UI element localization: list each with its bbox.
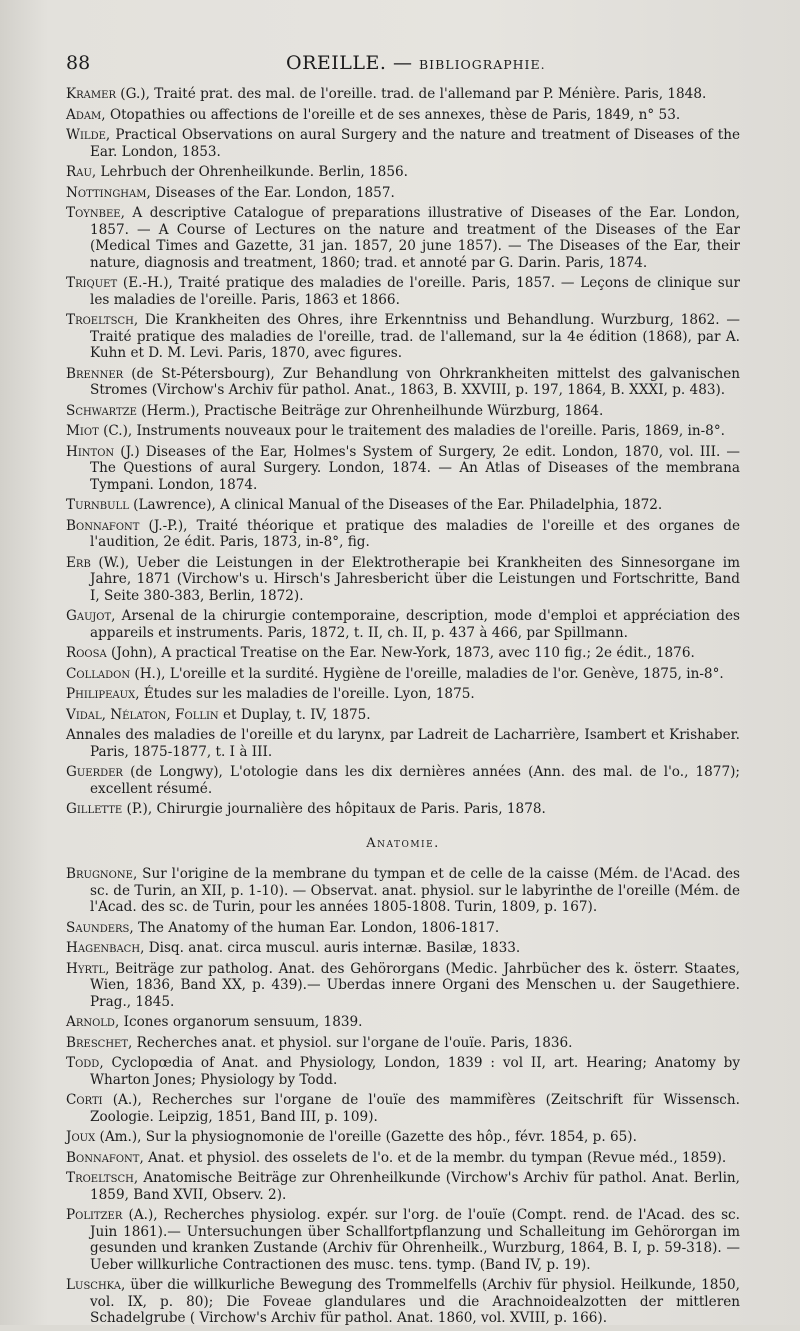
- entry-text: (de Longwy), L'otologie dans les dix dernières années (Ann. des mal. de l'o., 1877); excellent résumé.: [90, 764, 740, 797]
- entry-author: Brugnone: [66, 866, 133, 882]
- entry-text: , Anatomische Beiträge zur Ohrenheilkunde (Virchow's Archiv für pathol. Anat. Berlin, 1859, Band XVII, Observ. 2).: [90, 1170, 740, 1203]
- bibliography-entry: [66, 185, 740, 202]
- bibliography-entry: [66, 686, 740, 703]
- bibliography-entry: [66, 366, 740, 399]
- entry-text: (A.), Recherches physiolog. expér. sur l'org. de l'ouïe (Compt. rend. de l'Acad. des sc. Juin 1861).— Untersuchungen über Schallfortpflanzung und Schalleitung im Gehörorgan im gesunden und kranken Zustande (Archiv für Ohrenheilk., Wurzburg, 1864, B. I, p. 59-318). — Ueber willkurliche Contractionen des musc. tens. tymp. (Band IV, p. 19).: [90, 1207, 740, 1273]
- entry-author: Toynbee: [66, 205, 121, 221]
- entry-author: Wilde: [66, 127, 106, 143]
- entry-author: Roosa: [66, 645, 107, 661]
- entry-text: , Die Krankheiten des Ohres, ihre Erkenntniss und Behandlung. Wurzburg, 1862. — Traité pratique des maladies de l'oreille, trad. de l'allemand, sur la 4e édition (1868), par A. Kuhn et D. M. Levi. Paris, 1870, avec figures.: [90, 312, 740, 361]
- entry-text: (John), A practical Treatise on the Ear. New-York, 1873, avec 110 fig.; 2e édit., 1876.: [106, 645, 695, 661]
- entry-text: (E.-H.), Traité pratique des maladies de l'oreille. Paris, 1857. — Leçons de clinique sur les maladies de l'oreille. Paris, 1863 et 1866.: [90, 275, 740, 308]
- bibliography-entry: [66, 312, 740, 362]
- bibliography-entry: [66, 127, 740, 160]
- bibliography-entry: [66, 1035, 740, 1052]
- bibliography-entry: [66, 444, 740, 494]
- entry-author: Arnold: [66, 1014, 115, 1030]
- entry-author: Miot: [66, 423, 99, 439]
- bibliography-entry: [66, 1207, 740, 1273]
- entry-author: Joux: [66, 1129, 96, 1145]
- entry-text: (de St-Pétersbourg), Zur Behandlung von Ohrkrankheiten mittelst des galvanischen Stromes (Virchow's Archiv für pathol. Anat., 1863, B. XXVIII, p. 197, 1864, B. XXXI, p. 483).: [90, 365, 740, 398]
- entry-author: Rau: [66, 164, 92, 180]
- bibliography-entry: [66, 801, 740, 818]
- entry-text: Annales des maladies de l'oreille et du larynx, par Ladreit de Lacharrière, Isambert et Krishaber. Paris, 1875-1877, t. I à III.: [66, 727, 740, 760]
- bibliography-entry: [66, 518, 740, 551]
- entry-text: , Disq. anat. circa muscul. auris internæ. Basilæ, 1833.: [140, 940, 521, 956]
- entry-author: Troeltsch: [66, 312, 134, 328]
- entry-author: Schwartze: [66, 402, 137, 419]
- entry-author: Hyrtl: [66, 960, 106, 977]
- page-header: [66, 52, 738, 78]
- bibliography-entry: [66, 164, 740, 181]
- bibliography-entry: [66, 1092, 740, 1125]
- entry-text: (C.), Instruments nouveaux pour le traitement des maladies de l'oreille. Paris, 1869, in-8°.: [98, 423, 725, 439]
- bibliography-list-anatomy: [66, 866, 740, 1327]
- running-title: [286, 52, 546, 74]
- entry-text: (G.), Traité prat. des mal. de l'oreille. trad. de l'allemand par P. Ménière. Paris, 1848.: [115, 86, 707, 102]
- bibliography-entry: [66, 866, 740, 916]
- entry-text: , Beiträge zur patholog. Anat. des Gehörorgans (Medic. Jahrbücher des k. österr. Staates, Wien, 1836, Band XX, p. 439).— Uberdas innere Organi des Menschen u. der Saugethiere. Prag., 1845.: [90, 960, 740, 1010]
- bibliography-entry: [66, 961, 740, 1011]
- bibliography-entry: [66, 707, 740, 724]
- bibliography-entry: [66, 727, 740, 760]
- bibliography-entry: [66, 107, 740, 124]
- section-title-anatomy: Anatomie.: [366, 835, 440, 851]
- entry-text: , über die willkurliche Bewegung des Trommelfells (Archiv für physiol. Heilkunde, 1850, vol. IX, p. 80); Die Foveae glandulares und die Arachnoidealzotten der mittleren Schadelgrube ( Virchow's Archiv für pathol. Anat. 1860, vol. XVIII, p. 166).: [90, 1277, 740, 1326]
- bibliography-entry: [66, 940, 740, 957]
- entry-text: , Anat. et physiol. des osselets de l'o. et de la membr. du tympan (Revue méd., 1859).: [139, 1149, 727, 1166]
- entry-text: , Arsenal de la chirurgie contemporaine, description, mode d'emploi et appréciation des appareils et instruments. Paris, 1872, t. II, ch. II, p. 437 à 466, par Spillmann.: [90, 608, 740, 641]
- bibliography-entry: [66, 920, 740, 937]
- entry-author: Brenner: [66, 365, 124, 382]
- entry-author: Politzer: [66, 1207, 123, 1223]
- bibliography-list-general: [66, 86, 740, 818]
- entry-author: Corti: [66, 1092, 103, 1108]
- entry-text: (W.), Ueber die Leistungen in der Elektrotherapie bei Krankheiten des Sinnesorgane im Jahre, 1871 (Virchow's u. Hirsch's Jahresbericht über die Leistungen und Fortschritte, Band I, Seite 380-383, Berlin, 1872).: [90, 554, 740, 604]
- entry-text: , Recherches anat. et physiol. sur l'organe de l'ouïe. Paris, 1836.: [128, 1034, 573, 1051]
- entry-text: , Cyclopœdia of Anat. and Physiology, London, 1839 : vol II, art. Hearing; Anatomy by Wharton Jones; Physiology by Todd.: [90, 1055, 740, 1088]
- bibliography-content: [66, 86, 740, 1331]
- bibliography-entry: [66, 275, 740, 308]
- entry-text: et Duplay, t. IV, 1875.: [218, 706, 371, 723]
- entry-author: Bonnafont: [66, 517, 140, 534]
- entry-text: , Études sur les maladies de l'oreille. Lyon, 1875.: [135, 686, 475, 702]
- entry-author: Kramer: [66, 86, 116, 102]
- entry-author: Guerder: [66, 764, 123, 780]
- running-title-main: OREILLE.: [286, 52, 387, 74]
- entry-author: Todd: [66, 1055, 100, 1071]
- entry-author: Vidal, Nélaton, Follin: [66, 706, 219, 723]
- entry-author: Gaujot: [66, 608, 112, 624]
- bibliography-entry: [66, 645, 740, 662]
- bibliography-entry: [66, 86, 740, 103]
- bibliography-entry: [66, 1277, 740, 1327]
- entry-text: (H.), L'oreille et la surdité. Hygiène de l'oreille, maladies de l'or. Genève, 1875, in-8°.: [130, 665, 724, 682]
- running-title-subtitle: BIBLIOGRAPHIE.: [419, 57, 546, 72]
- bibliography-entry: [66, 1150, 740, 1167]
- entry-author: Nottingham: [66, 184, 147, 201]
- entry-author: Troeltsch: [66, 1170, 134, 1186]
- page-number: 88: [66, 52, 91, 74]
- entry-author: Gillette: [66, 801, 123, 817]
- entry-author: Colladon: [66, 665, 131, 682]
- bibliography-entry: [66, 1129, 740, 1146]
- bibliography-entry: [66, 423, 740, 440]
- bibliography-entry: [66, 666, 740, 683]
- entry-text: (J.) Diseases of the Ear, Holmes's System of Surgery, 2e edit. London, 1870, vol. III. — The Questions of aural Surgery. London, 1874. — An Atlas of Diseases of the membrana Tympani. London, 1874.: [90, 443, 740, 493]
- bibliography-entry: [66, 205, 740, 271]
- bibliography-entry: [66, 1055, 740, 1088]
- entry-text: , Practical Observations on aural Surgery and the nature and treatment of Diseases of the Ear. London, 1853.: [90, 127, 740, 160]
- entry-author: Philipeaux: [66, 686, 136, 702]
- bibliography-entry: [66, 403, 740, 420]
- entry-text: , Sur l'origine de la membrane du tympan et de celle de la caisse (Mém. de l'Acad. des sc. de Turin, an XII, p. 1-10). — Observat. anat. physiol. sur le labyrinthe de l'oreille (Mém. de l'Acad. des sc. de Turin, pour les années 1805-1808. Turin, 1809, p. 167).: [90, 866, 740, 915]
- bibliography-entry: [66, 764, 740, 797]
- entry-text: , Otopathies ou affections de l'oreille et de ses annexes, thèse de Paris, 1849, n° 53.: [101, 106, 681, 123]
- entry-author: Triquet: [66, 275, 118, 291]
- entry-text: (Herm.), Practische Beiträge zur Ohrenheilhunde Würzburg, 1864.: [136, 402, 604, 419]
- entry-author: Saunders: [66, 919, 130, 936]
- entry-text: (Lawrence), A clinical Manual of the Diseases of the Ear. Philadelphia, 1872.: [128, 497, 663, 513]
- bibliography-entry: [66, 1170, 740, 1203]
- entry-text: (J.-P.), Traité théorique et pratique des maladies de l'oreille et des organes de l'audition, 2e édit. Paris, 1873, in-8°, fig.: [90, 517, 740, 550]
- bibliography-entry: [66, 497, 740, 514]
- entry-author: Turnbull: [66, 497, 129, 513]
- entry-author: Bonnafont: [66, 1149, 140, 1166]
- entry-text: , Diseases of the Ear. London, 1857.: [146, 184, 395, 201]
- entry-text: , A descriptive Catalogue of preparations illustrative of Diseases of the Ear. London, 1857. — A Course of Lectures on the nature and treatment of the Diseases of the Ear (Medical Times and Gazette, 31 jan. 1857, 20 june 1857). — The Diseases of the Ear, their nature, diagnosis and treatment, 1860; trad. et annoté par G. Darin. Paris, 1874.: [90, 205, 740, 271]
- entry-text: , Lehrbuch der Ohrenheilkunde. Berlin, 1856.: [91, 164, 408, 180]
- entry-author: Breschet: [66, 1034, 129, 1051]
- entry-author: Hagenbach: [66, 940, 141, 956]
- bibliography-entry: [66, 608, 740, 641]
- entry-text: (Am.), Sur la physiognomonie de l'oreille (Gazette des hôp., févr. 1854, p. 65).: [95, 1129, 637, 1145]
- entry-text: , Icones organorum sensuum, 1839.: [114, 1014, 363, 1030]
- running-title-dash: —: [386, 52, 419, 74]
- entry-text: , The Anatomy of the human Ear. London, 1806-1817.: [129, 919, 500, 936]
- entry-text: (P.), Chirurgie journalière des hôpitaux de Paris. Paris, 1878.: [122, 801, 546, 817]
- entry-author: Adam: [66, 106, 102, 123]
- entry-author: Luschka: [66, 1277, 121, 1293]
- entry-author: Hinton: [66, 443, 115, 460]
- bibliography-entry: [66, 1014, 740, 1031]
- entry-text: (A.), Recherches sur l'organe de l'ouïe des mammifères (Zeitschrift für Wissensch. Zoologie. Leipzig, 1851, Band III, p. 109).: [90, 1092, 740, 1125]
- bibliography-entry: [66, 555, 740, 605]
- entry-author: Erb: [66, 554, 91, 571]
